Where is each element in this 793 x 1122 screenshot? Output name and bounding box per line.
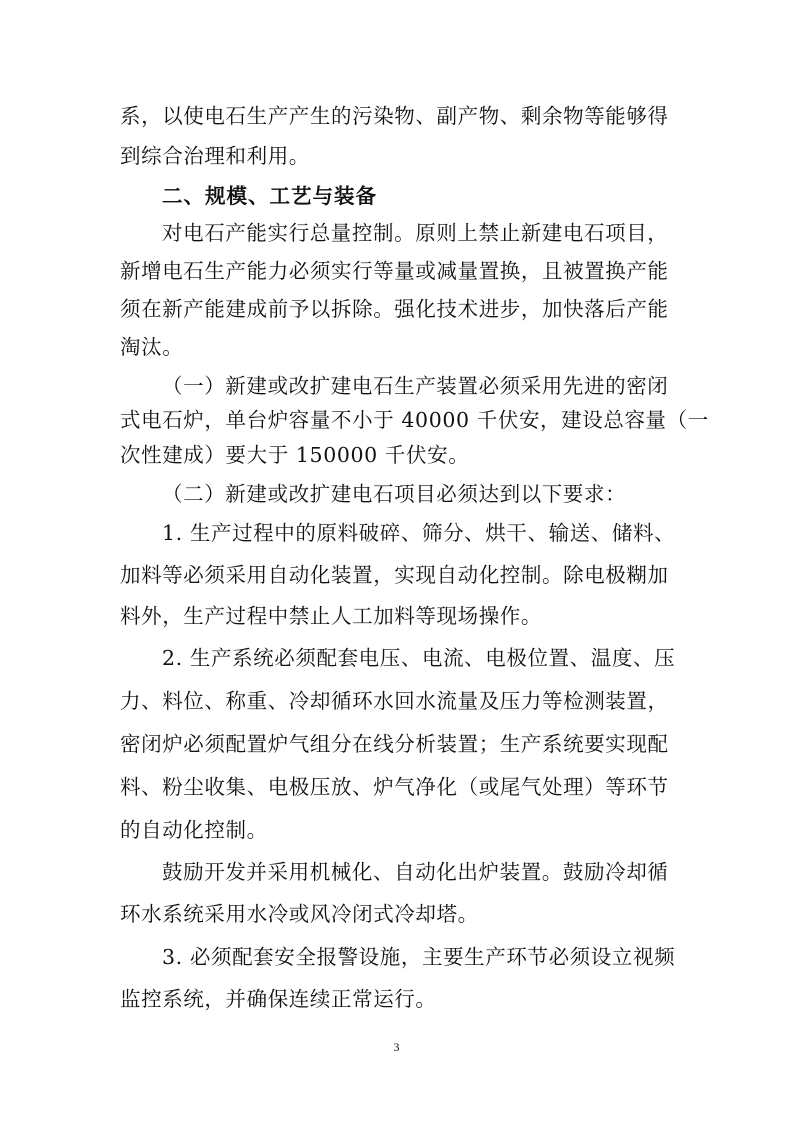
paragraph-line: 1. 生产过程中的原料破碎、筛分、烘干、输送、储料、 — [162, 521, 676, 545]
paragraph-line: 料、粉尘收集、电极压放、炉气净化（或尾气处理）等环节 — [120, 775, 669, 799]
paragraph-line: 式电石炉，单台炉容量不小于 40000 千伏安，建设总容量（一 — [120, 408, 709, 432]
paragraph-line: 的自动化控制。 — [120, 818, 268, 842]
paragraph-line: 3. 必须配套安全报警设施，主要生产环节必须设立视频 — [162, 945, 676, 969]
paragraph-line: 新增电石生产能力必须实行等量或减量置换，且被置换产能 — [120, 259, 669, 283]
paragraph-line: 系，以使电石生产产生的污染物、副产物、剩余物等能够得 — [120, 104, 669, 128]
paragraph-line: 到综合治理和利用。 — [120, 144, 310, 168]
paragraph-line: 鼓励开发并采用机械化、自动化出炉装置。鼓励冷却循 — [162, 860, 669, 884]
paragraph-line: 次性建成）要大于 150000 千伏安。 — [120, 443, 470, 467]
paragraph-line: 环水系统采用水冷或风冷闭式冷却塔。 — [120, 902, 479, 926]
section-heading: 二、规模、工艺与装备 — [162, 184, 377, 208]
page-number: 3 — [393, 1040, 400, 1054]
paragraph-line: 加料等必须采用自动化装置，实现自动化控制。除电极糊加 — [120, 563, 669, 587]
paragraph-line: （一）新建或改扩建电石生产装置必须采用先进的密闭 — [162, 374, 669, 398]
paragraph-line: 力、料位、称重、冷却循环水回水流量及压力等检测装置， — [120, 689, 669, 713]
paragraph-line: 对电石产能实行总量控制。原则上禁止新建电石项目， — [162, 221, 669, 245]
paragraph-line: 密闭炉必须配置炉气组分在线分析装置；生产系统要实现配 — [120, 732, 669, 756]
paragraph-line: 淘汰。 — [120, 335, 184, 359]
paragraph-line: 须在新产能建成前予以拆除。强化技术进步，加快落后产能 — [120, 297, 669, 321]
paragraph-line: 监控系统，并确保连续正常运行。 — [120, 987, 437, 1011]
paragraph-line: 料外，生产过程中禁止人工加料等现场操作。 — [120, 604, 542, 628]
paragraph-line: 2. 生产系统必须配套电压、电流、电极位置、温度、压 — [162, 646, 676, 670]
paragraph-line: （二）新建或改扩建电石项目必须达到以下要求： — [162, 482, 627, 506]
